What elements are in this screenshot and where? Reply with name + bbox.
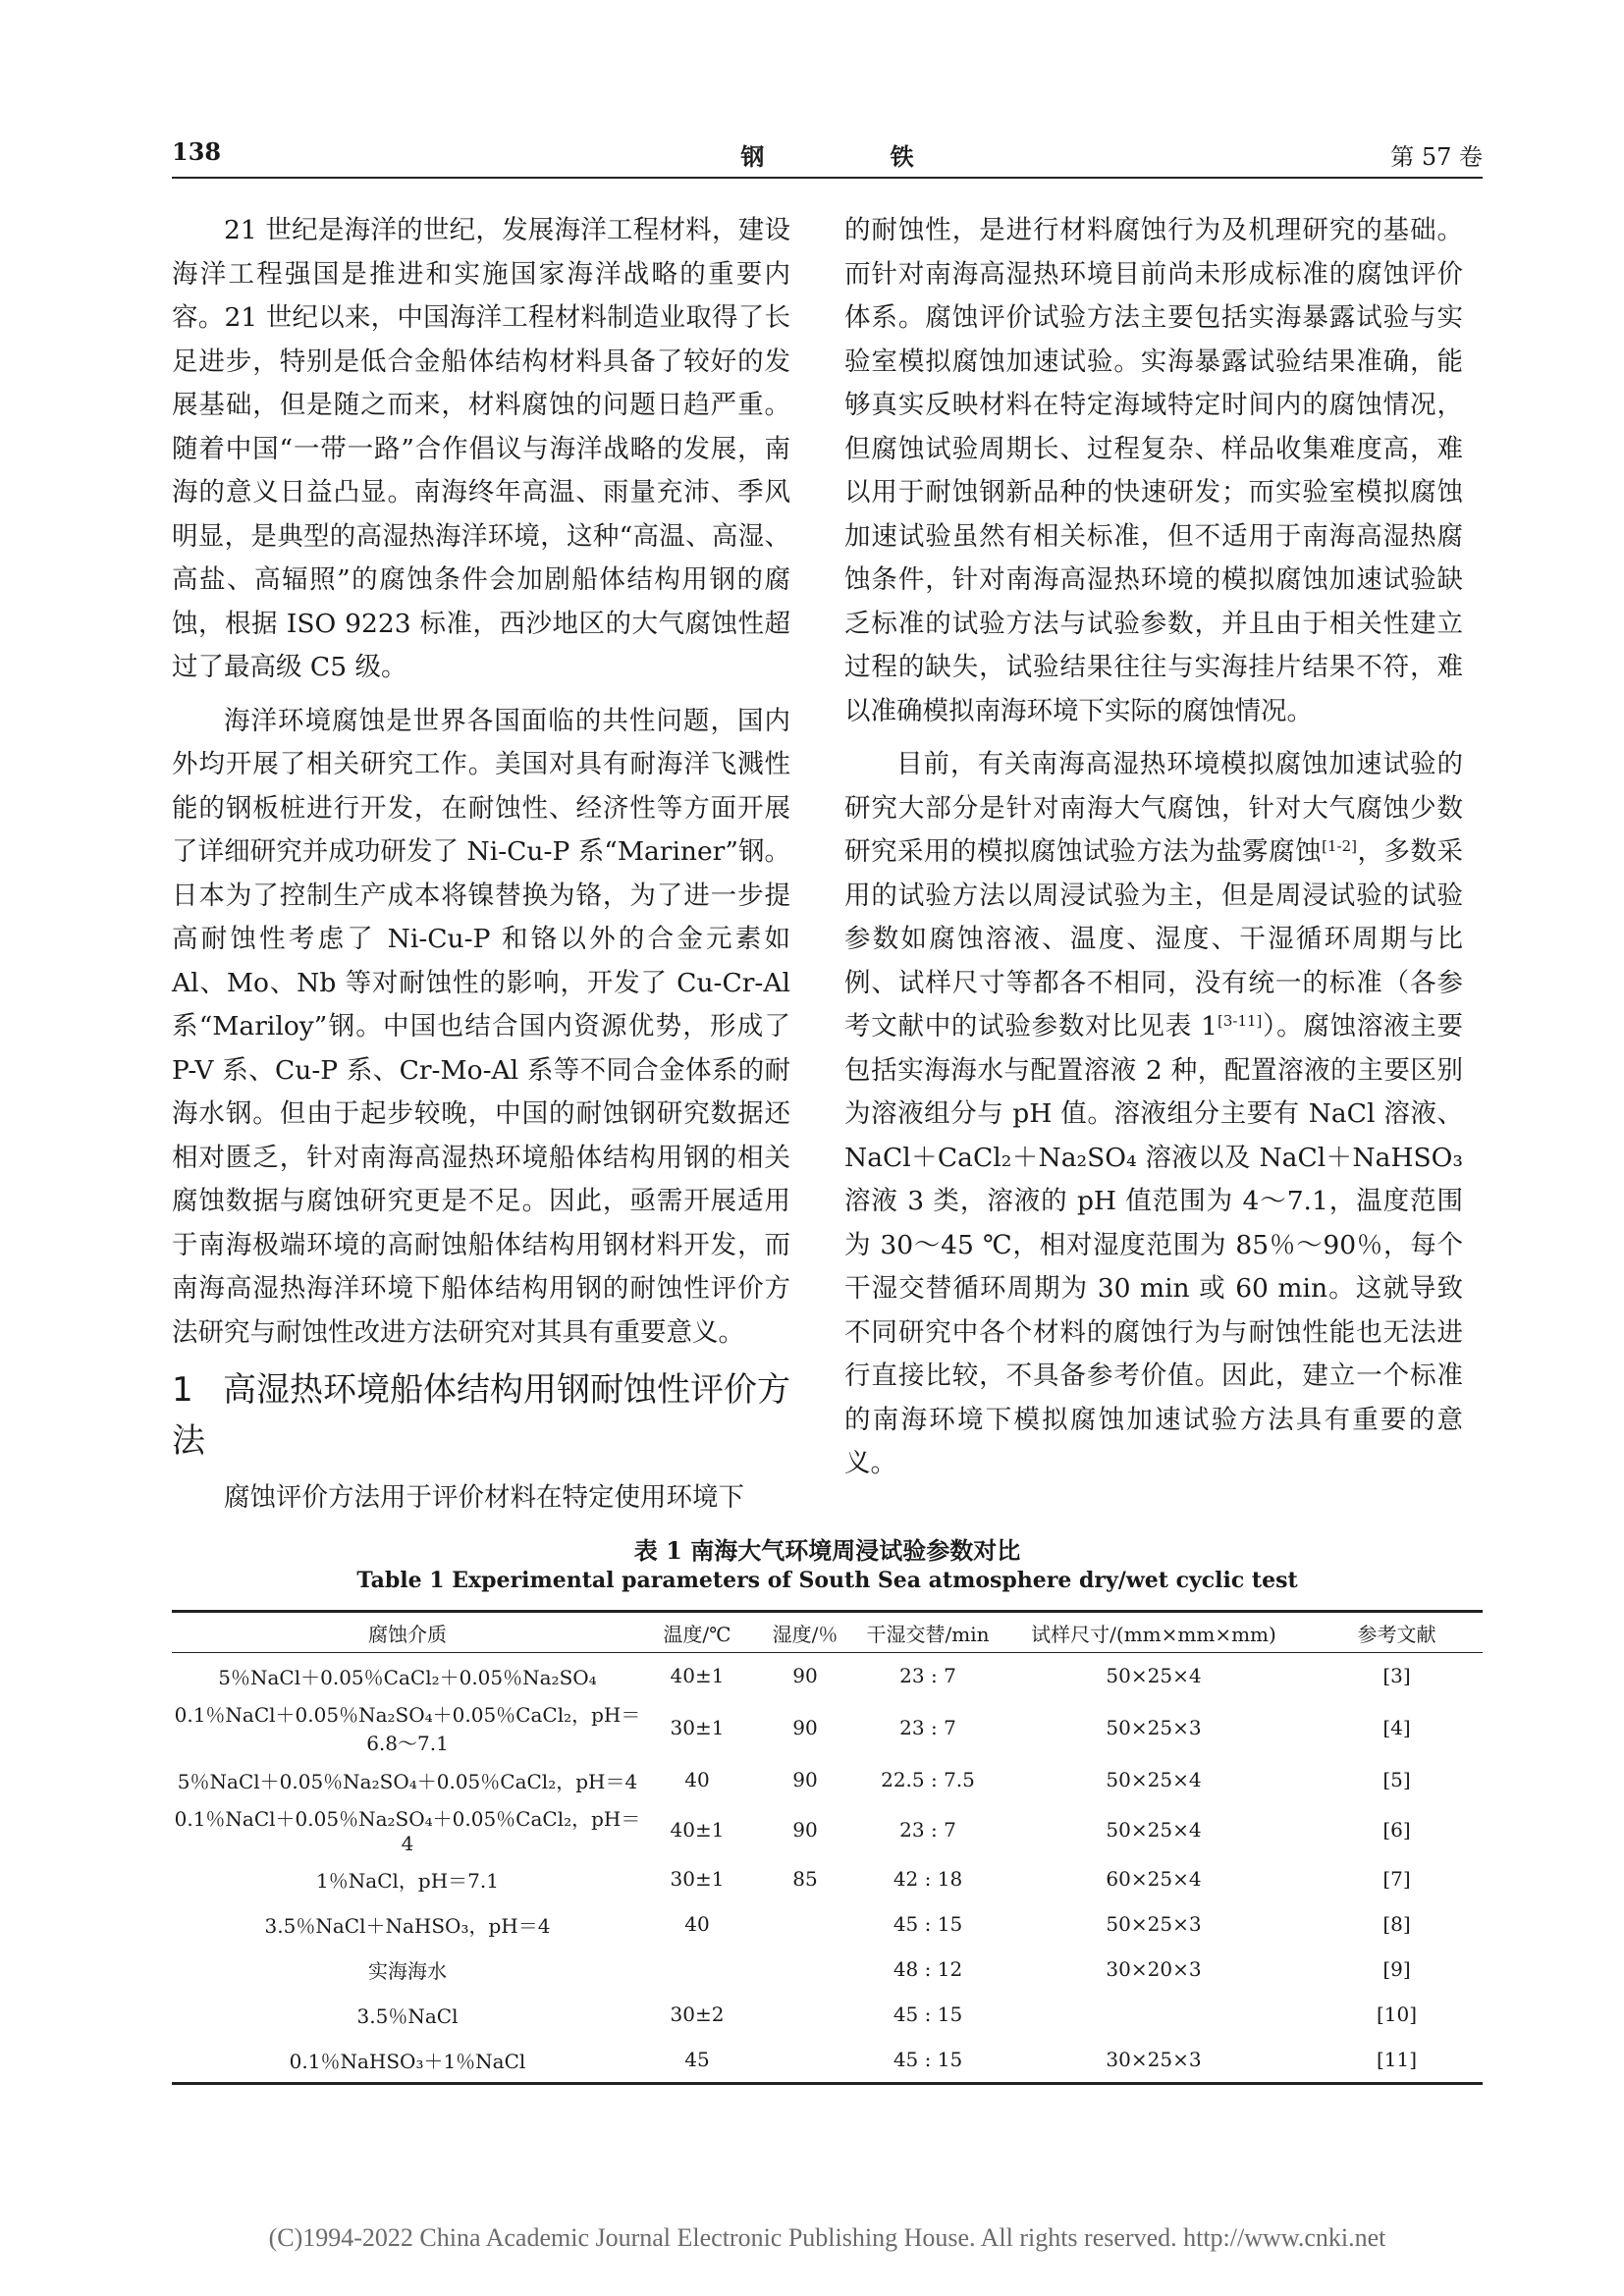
cell-sample-size: 50×25×3 — [1106, 1716, 1202, 1739]
cell-temperature: 40 — [684, 1912, 710, 1936]
cell-reference: [6] — [1382, 1817, 1411, 1842]
section-heading — [172, 1364, 790, 1467]
header-reference: 参考文献 — [1311, 1612, 1483, 1653]
header-medium: 腐蚀介质 — [172, 1612, 643, 1653]
volume-label: 第 57 卷 — [1390, 143, 1483, 171]
cell-temperature: 40±1 — [670, 1817, 725, 1842]
cell-temperature: 30±1 — [670, 1867, 725, 1891]
paragraph-background: 海洋环境腐蚀是世界各国面临的共性问题，国内外均开展了相关研究工作。美国对具有耐海洋飞溅性能的钢板桩进行开发，在耐蚀性、经济性等方面开展了详细研究并成功研发了 Ni-Cu-P 系“Mariner”钢。日本为了控制生产成本将镍替换为铬，为了进一步提高耐蚀性考虑了 Ni-Cu-P 和铬以外的合金元素如 Al、Mo、Nb 等对耐蚀性的影响，开发了 Cu-Cr-Al 系“Mariloy”钢。中国也结合国内资源优势，形成了 P-V 系、Cu-P 系、Cr-Mo-Al 系等不同合金体系的耐海水钢。但由于起步较晚，中国的耐蚀钢研究数据还相对匮乏，针对南海高湿热环境船体结构用钢的相关腐蚀数据与腐蚀研究更是不足。因此，亟需开展适用于南海极端环境的高耐蚀船体结构用钢材料开发，而南海高湿热海洋环境下船体结构用钢的耐蚀性评价方法研究与耐蚀性改进方法研究对其具有重要意义。 — [172, 705, 790, 1348]
header-temperature: 温度/℃ — [643, 1612, 751, 1653]
copyright-footer: (C)1994-2022 China Academic Journal Electronic Publishing House. All rights reserved. http://www.cnki.net — [268, 2223, 1386, 2252]
cell-medium: 0.1％NaCl＋0.05％Na₂SO₄＋0.05％CaCl₂，pH＝4 — [174, 1807, 641, 1855]
cell-reference: [7] — [1382, 1867, 1411, 1891]
cell-reference: [5] — [1382, 1768, 1411, 1791]
table-header-row — [172, 1612, 1483, 1653]
cell-cycle: 23 : 7 — [899, 1817, 956, 1842]
journal-title: 钢 铁 — [740, 142, 973, 171]
table-row — [172, 1947, 1483, 1992]
cell-sample-size: 30×20×3 — [1106, 1957, 1202, 1981]
table-row — [172, 1757, 1483, 1802]
cell-medium: 1％NaCl，pH＝7.1 — [316, 1868, 499, 1893]
cell-cycle: 22.5 : 7.5 — [881, 1768, 975, 1791]
cell-humidity: 90 — [792, 1817, 818, 1842]
cell-temperature: 40±1 — [670, 1664, 725, 1687]
table-caption-zh: 表 1 南海大气环境周浸试验参数对比 — [633, 1536, 1021, 1565]
cell-reference: [10] — [1376, 2002, 1418, 2026]
cell-reference: [11] — [1311, 2037, 1483, 2084]
cell-medium: 0.1％NaHSO₃＋1％NaCl — [172, 2037, 643, 2084]
cell-reference: [8] — [1382, 1912, 1411, 1936]
header-sample-size: 试样尺寸/(mm×mm×mm) — [997, 1612, 1311, 1653]
cell-cycle: 48 : 12 — [893, 1957, 963, 1981]
cell-medium: 3.5％NaCl＋NaHSO₃，pH＝4 — [264, 1913, 551, 1938]
paragraph-current-research — [844, 743, 1463, 1486]
table-row — [172, 1653, 1483, 1699]
cell-cycle: 23 : 7 — [899, 1716, 956, 1739]
cell-cycle: 45 : 15 — [893, 1912, 963, 1936]
section-title: 高湿热环境船体结构用钢耐蚀性评价方法 — [172, 1370, 790, 1461]
cell-temperature: 45 — [643, 2037, 751, 2084]
cell-temperature: 30±1 — [670, 1716, 725, 1739]
section-number: 1 — [172, 1370, 193, 1410]
citation-ref: [1-2] — [1322, 837, 1357, 855]
cell-cycle: 45 : 15 — [859, 2037, 997, 2084]
cell-reference: [9] — [1382, 1957, 1411, 1981]
paragraph-intro: 21 世纪是海洋的世纪，发展海洋工程材料，建设海洋工程强国是推进和实施国家海洋战略的重要内容。21 世纪以来，中国海洋工程材料制造业取得了长足进步，特别是低合金船体结构材料具备了较好的发展基础，但是随之而来，材料腐蚀的问题日趋严重。随着中国“一带一路”合作倡议与海洋战略的发展，南海的意义日益凸显。南海终年高温、雨量充沛、季风明显，是典型的高湿热海洋环境，这种“高温、高湿、高盐、高辐照”的腐蚀条件会加剧船体结构用钢的腐蚀，根据 ISO 9223 标准，西沙地区的大气腐蚀性超过了最高级 C5 级。 — [172, 215, 790, 682]
table-row — [172, 1992, 1483, 2037]
cell-humidity — [751, 1901, 859, 1947]
text-segment: 目前，有关南海高湿热环境模拟腐蚀加速试验的研究大部分是针对南海大气腐蚀，针对大气腐蚀少数研究采用的模拟腐蚀试验方法为盐雾腐蚀 — [844, 749, 1463, 867]
cell-medium: 5％NaCl＋0.05％CaCl₂＋0.05％Na₂SO₄ — [218, 1665, 597, 1689]
citation-ref: [3-11] — [1218, 1012, 1263, 1030]
table-row — [172, 1901, 1483, 1947]
right-column — [844, 209, 1463, 1496]
page-header — [172, 137, 1483, 179]
cell-humidity: 90 — [792, 1768, 818, 1791]
header-humidity: 湿度/％ — [751, 1612, 859, 1653]
cell-temperature — [643, 1947, 751, 1992]
table-row — [172, 1802, 1483, 1856]
table-row — [172, 2037, 1483, 2084]
parameters-table — [172, 1610, 1483, 2085]
cell-sample-size: 50×25×4 — [1106, 1817, 1202, 1842]
cell-humidity: 85 — [792, 1867, 818, 1891]
cell-humidity: 90 — [792, 1716, 818, 1739]
cell-sample-size: 50×25×4 — [1106, 1768, 1202, 1791]
paragraph-method-start: 腐蚀评价方法用于评价材料在特定使用环境下 — [224, 1482, 744, 1513]
header-cycle: 干湿交替/min — [859, 1612, 997, 1653]
text-segment: ，多数采用的试验方法以周浸试验为主，但是周浸试验的试验参数如腐蚀溶液、温度、湿度、干湿循环周期与比例、试样尺寸等都各不相同，没有统一的标准（各参考文献中的试验参数对比见表 1 — [844, 836, 1464, 1041]
page-number: 138 — [172, 137, 222, 166]
cell-temperature: 30±2 — [670, 2002, 725, 2026]
table-row — [172, 1698, 1483, 1757]
cell-reference: [4] — [1382, 1716, 1411, 1739]
left-column — [172, 209, 790, 1530]
cell-cycle: 45 : 15 — [893, 2002, 963, 2026]
cell-humidity — [751, 1947, 859, 1992]
cell-cycle: 23 : 7 — [899, 1664, 956, 1687]
cell-temperature: 40 — [684, 1768, 710, 1791]
cell-medium: 5％NaCl＋0.05％Na₂SO₄＋0.05％CaCl₂，pH＝4 — [177, 1769, 638, 1793]
text-segment: ）。腐蚀溶液主要包括实海海水与配置溶液 2 种，配置溶液的主要区别为溶液组分与 pH 值。溶液组分主要有 NaCl 溶液、NaCl＋CaCl₂＋Na₂SO₄ 溶液以及 NaCl＋NaHSO₃ 溶液 3 类，溶液的 pH 值范围为 4～7.1，温度范围为 30～45 ℃，相对湿度范围为 85％～90％，每个干湿交替循环周期为 30 min 或 60 min。这就导致不同研究中各个材料的腐蚀行为与耐蚀性能也无法进行直接比较，不具备参考价值。因此，建立一个标准的南海环境下模拟腐蚀加速试验方法具有重要的意义。 — [844, 1011, 1463, 1478]
table-row — [172, 1856, 1483, 1901]
cell-reference: [3] — [1382, 1664, 1411, 1687]
cell-sample-size — [997, 1992, 1311, 2037]
cell-medium: 0.1％NaCl＋0.05％Na₂SO₄＋0.05％CaCl₂，pH＝6.8～7.1 — [174, 1703, 641, 1755]
cell-humidity — [751, 2037, 859, 2084]
cell-sample-size: 50×25×4 — [1106, 1664, 1202, 1687]
cell-sample-size: 60×25×4 — [1106, 1867, 1202, 1891]
table-caption-en: Table 1 Experimental parameters of South Sea atmosphere dry/wet cyclic test — [356, 1568, 1298, 1593]
paragraph-method-cont: 的耐蚀性，是进行材料腐蚀行为及机理研究的基础。而针对南海高湿热环境目前尚未形成标准的腐蚀评价体系。腐蚀评价试验方法主要包括实海暴露试验与实验室模拟腐蚀加速试验。实海暴露试验结果准确，能够真实反映材料在特定海域特定时间内的腐蚀情况，但腐蚀试验周期长、过程复杂、样品收集难度高，难以用于耐蚀钢新品种的快速研发；而实验室模拟腐蚀加速试验虽然有相关标准，但不适用于南海高湿热腐蚀条件，针对南海高湿热环境的模拟腐蚀加速试验缺乏标准的试验方法与试验参数，并且由于相关性建立过程的缺失，试验结果往往与实海挂片结果不符，难以准确模拟南海环境下实际的腐蚀情况。 — [844, 215, 1463, 726]
cell-humidity: 90 — [792, 1664, 818, 1687]
cell-medium: 3.5％NaCl — [356, 2003, 459, 2028]
cell-medium: 实海海水 — [368, 1958, 447, 1983]
cell-sample-size: 50×25×3 — [1106, 1912, 1202, 1936]
cell-cycle: 42 : 18 — [893, 1867, 963, 1891]
cell-humidity — [751, 1992, 859, 2037]
cell-sample-size: 30×25×3 — [997, 2037, 1311, 2084]
